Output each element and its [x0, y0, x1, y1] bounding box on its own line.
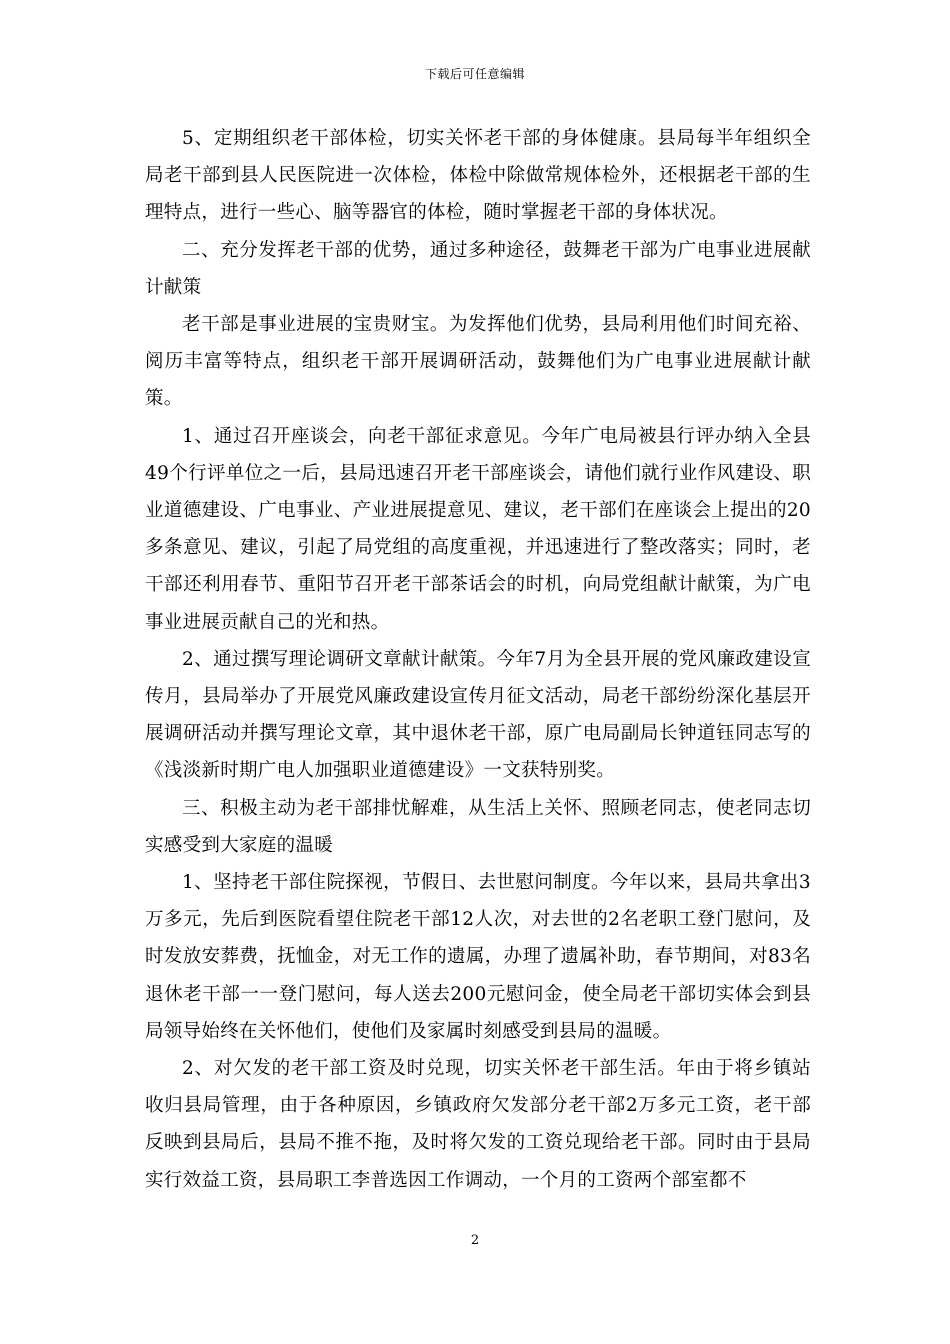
paragraph-item-2-research-articles: 2、通过撰写理论调研文章献计献策。今年7月为全县开展的党风廉政建设宣传月，县局举办了开展党风廉政建设宣传月征文活动，局老干部纷纷深化基层开展调研活动并撰写理论文章，其中退休老干部，原广电局副局长钟道钰同志写的《浅淡新时期广电人加强职业道德建设》一文获特别奖。 [145, 648, 811, 782]
page-header: 下载后可任意编辑 [424, 67, 525, 81]
paragraph-item-5-health-check: 5、定期组织老干部体检，切实关怀老干部的身体健康。县局每半年组织全局老干部到县人民医院进一次体检，体检中除做常规体检外，还根据老干部的生理特点，进行一些心、脑等器官的体检，随时掌握老干部的身体状况。 [145, 128, 811, 224]
paragraph-item-1-symposium: 1、通过召开座谈会，向老干部征求意见。今年广电局被县行评办纳入全县49个行评单位之一后，县局迅速召开老干部座谈会，请他们就行业作风建设、职业道德建设、广电事业、产业进展提意见、建议，老干部们在座谈会上提出的20多条意见、建议，引起了局党组的高度重视，并迅速进行了整改落实；同时，老干部还利用春节、重阳节召开老干部茶话会的时机，向局党组献计献策，为广电事业进展贡献自己的光和热。 [145, 425, 811, 633]
page-number: 2 [470, 1233, 480, 1248]
section-heading-3: 三、积极主动为老干部排忧解难，从生活上关怀、照顾老同志，使老同志切实感受到大家庭的温暖 [145, 797, 811, 856]
paragraph-intro-section-2: 老干部是事业进展的宝贵财宝。为发挥他们优势，县局利用他们时间充裕、阅历丰富等特点，组织老干部开展调研活动，鼓舞他们为广电事业进展献计献策。 [145, 314, 811, 410]
section-heading-2: 二、充分发挥老干部的优势，通过多种途径，鼓舞老干部为广电事业进展献计献策 [145, 239, 811, 298]
paragraph-item-1-visits: 1、坚持老干部住院探视，节假日、去世慰问制度。今年以来，县局共拿出3万多元，先后到医院看望住院老干部12人次，对去世的2名老职工登门慰问，及时发放安葬费，抚恤金，对无工作的遗属，办理了遗属补助，春节期间，对83名退休老干部一一登门慰问，每人送去200元慰问金，使全局老干部切实体会到县局领导始终在关怀他们，使他们及家属时刻感受到县局的温暖。 [145, 872, 811, 1042]
paragraph-item-2-wages: 2、对欠发的老干部工资及时兑现，切实关怀老干部生活。年由于将乡镇站收归县局管理，由于各种原因，乡镇政府欠发部分老干部2万多元工资，老干部反映到县局后，县局不推不拖，及时将欠发的工资兑现给老干部。同时由于县局实行效益工资，县局职工李普选因工作调动，一个月的工资两个部室都不 [145, 1058, 811, 1191]
document-body [145, 120, 811, 1199]
